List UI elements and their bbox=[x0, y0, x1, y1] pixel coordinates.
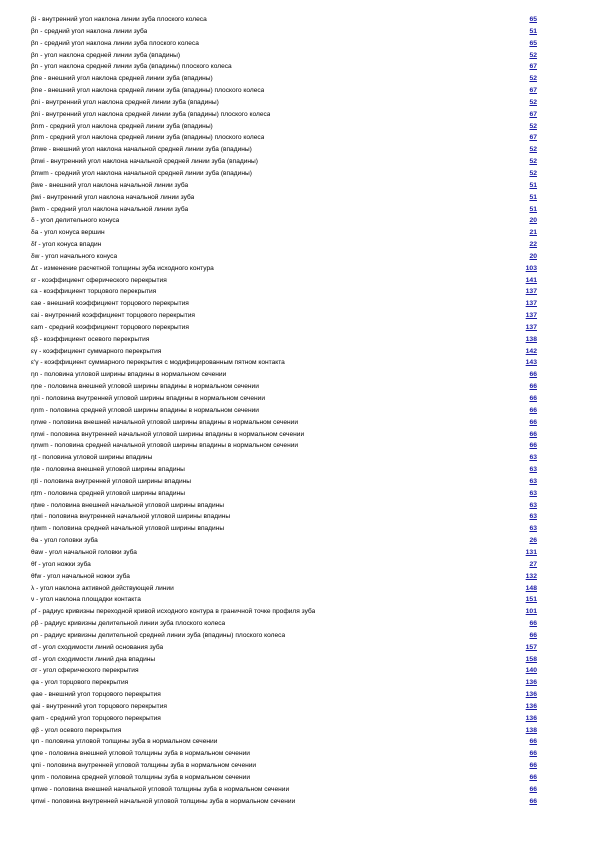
index-term: ηtwe - половина внешней начальной угловой ширины впадины bbox=[31, 501, 225, 509]
page-link[interactable]: 26 bbox=[529, 537, 537, 545]
page-link[interactable]: 137 bbox=[525, 323, 537, 331]
page-link[interactable]: 67 bbox=[529, 87, 537, 95]
page-link[interactable]: 20 bbox=[529, 252, 537, 260]
index-entry bbox=[31, 701, 537, 713]
page-link[interactable]: 136 bbox=[525, 714, 537, 722]
page-link[interactable]: 20 bbox=[529, 217, 537, 225]
index-term: βnwm - средний угол наклона начальной средней линии зуба (впадины) bbox=[31, 169, 252, 177]
index-entry bbox=[31, 85, 537, 97]
index-entry bbox=[31, 417, 537, 429]
index-list bbox=[31, 14, 537, 808]
index-term: ηnwm - половина средней начальной угловой ширины впадины в нормальном сечении bbox=[31, 442, 299, 450]
index-term: δw - угол начального конуса bbox=[31, 252, 118, 260]
index-term: φβ - угол осевого перекрытия bbox=[31, 726, 122, 734]
index-entry bbox=[31, 583, 537, 595]
index-term: φai - внутренний угол торцового перекрытия bbox=[31, 702, 167, 710]
index-term: δ - угол делительного конуса bbox=[31, 217, 120, 225]
index-term: φa - угол торцового перекрытия bbox=[31, 679, 129, 687]
index-term: βnm - средний угол наклона средней линии зуба (впадины) bbox=[31, 122, 213, 130]
index-entry bbox=[31, 227, 537, 239]
page-link[interactable]: 51 bbox=[529, 27, 537, 35]
index-entry bbox=[31, 547, 537, 559]
page-link[interactable]: 22 bbox=[529, 241, 537, 249]
index-entry bbox=[31, 144, 537, 156]
index-entry bbox=[31, 452, 537, 464]
index-term: εai - внутренний коэффициент торцового перекрытия bbox=[31, 312, 195, 320]
page-link[interactable]: 66 bbox=[529, 395, 537, 402]
page-link[interactable]: 67 bbox=[529, 63, 537, 71]
page-link[interactable]: 148 bbox=[525, 584, 537, 592]
index-term: βni - внутренний угол наклона средней линии зуба (впадины) плоского колеса bbox=[31, 110, 271, 118]
index-term: βne - внешний угол наклона средней линии зуба (впадины) bbox=[31, 75, 213, 83]
index-entry bbox=[31, 239, 537, 251]
page-link[interactable]: 67 bbox=[529, 110, 537, 118]
page-link[interactable]: 52 bbox=[529, 146, 537, 154]
page-link[interactable]: 101 bbox=[525, 608, 537, 616]
index-term: ηnm - половина средней угловой ширины впадины в нормальном сечении bbox=[31, 406, 259, 414]
index-entry bbox=[31, 286, 537, 298]
page-link[interactable]: 66 bbox=[529, 797, 537, 805]
page-link[interactable]: 51 bbox=[529, 205, 537, 213]
index-entry bbox=[31, 310, 537, 322]
index-entry bbox=[31, 275, 537, 287]
index-entry bbox=[31, 168, 537, 180]
index-entry bbox=[31, 14, 537, 26]
index-entry bbox=[31, 511, 537, 523]
page-link[interactable]: 63 bbox=[529, 489, 537, 497]
page-link[interactable]: 66 bbox=[529, 762, 537, 770]
index-entry bbox=[31, 488, 537, 500]
index-entry bbox=[31, 50, 537, 62]
index-term: φam - средний угол торцового перекрытия bbox=[31, 714, 161, 722]
page-link[interactable]: 66 bbox=[529, 371, 537, 379]
index-term: βwe - внешний угол наклона начальной линии зуба bbox=[31, 181, 189, 189]
index-term: βnm - средний угол наклона средней линии зуба (впадины) плоского колеса bbox=[31, 134, 265, 142]
index-entry bbox=[31, 97, 537, 109]
page-link[interactable]: 63 bbox=[529, 513, 537, 521]
index-entry bbox=[31, 381, 537, 393]
index-entry bbox=[31, 618, 537, 630]
index-term: ηtwm - половина средней начальной угловой ширины впадины bbox=[31, 525, 225, 533]
index-entry bbox=[31, 476, 537, 488]
page-link[interactable]: 52 bbox=[529, 169, 537, 177]
page-link[interactable]: 136 bbox=[525, 691, 537, 699]
index-term: ηn - половина угловой ширины впадины в нормальном сечении bbox=[31, 371, 227, 379]
page-link[interactable]: 158 bbox=[525, 655, 537, 663]
index-entry bbox=[31, 263, 537, 275]
page-link[interactable]: 141 bbox=[525, 276, 537, 284]
index-entry bbox=[31, 357, 537, 369]
index-term: εβ - коэффициент осевого перекрытия bbox=[31, 335, 150, 343]
index-term: βn - угол наклона средней линии зуба (впадины) плоского колеса bbox=[31, 63, 232, 71]
index-entry bbox=[31, 322, 537, 334]
index-entry bbox=[31, 393, 537, 405]
page-link[interactable]: 52 bbox=[529, 158, 537, 166]
index-entry bbox=[31, 796, 537, 808]
index-entry bbox=[31, 500, 537, 512]
index-term: Δτ - изменение расчетной толщины зуба исходного контура bbox=[31, 264, 214, 272]
page-link[interactable]: 138 bbox=[525, 335, 537, 343]
index-entry bbox=[31, 204, 537, 216]
page-link[interactable]: 132 bbox=[525, 572, 537, 580]
index-term: ψnwi - половина внутренней начальной угловой толщины зуба в нормальном сечении bbox=[31, 797, 296, 805]
page-link[interactable]: 157 bbox=[525, 643, 537, 651]
index-term: δa - угол конуса вершин bbox=[31, 229, 105, 237]
index-entry bbox=[31, 132, 537, 144]
page-link[interactable]: 66 bbox=[529, 620, 537, 628]
index-entry bbox=[31, 665, 537, 677]
page-link[interactable]: 66 bbox=[529, 383, 537, 391]
index-entry bbox=[31, 654, 537, 666]
index-entry bbox=[31, 523, 537, 535]
page-link[interactable]: 66 bbox=[529, 418, 537, 426]
page-link[interactable]: 143 bbox=[525, 359, 537, 367]
index-entry bbox=[31, 464, 537, 476]
index-entry bbox=[31, 630, 537, 642]
page-link[interactable]: 137 bbox=[525, 288, 537, 296]
index-entry bbox=[31, 535, 537, 547]
index-entry bbox=[31, 677, 537, 689]
index-entry bbox=[31, 73, 537, 85]
page-link[interactable]: 51 bbox=[529, 181, 537, 189]
index-entry bbox=[31, 559, 537, 571]
index-entry bbox=[31, 156, 537, 168]
index-term: εam - средний коэффициент торцового перекрытия bbox=[31, 323, 189, 331]
page-link[interactable]: 66 bbox=[529, 631, 537, 639]
index-entry bbox=[31, 369, 537, 381]
page-link[interactable]: 151 bbox=[525, 596, 537, 604]
page-link[interactable]: 137 bbox=[525, 300, 537, 308]
index-term: ηnwe - половина внешней начальной угловой ширины впадины в нормальном сечении bbox=[31, 418, 299, 426]
index-term: σr - угол сферического перекрытия bbox=[31, 667, 139, 675]
index-term: ψnwe - половина внешней начальной угловой толщины зуба в нормальном сечении bbox=[31, 785, 290, 793]
page-link[interactable]: 67 bbox=[529, 134, 537, 142]
index-entry bbox=[31, 346, 537, 358]
page-link[interactable]: 137 bbox=[525, 312, 537, 320]
index-term: ηne - половина внешней угловой ширины впадины в нормальном сечении bbox=[31, 383, 259, 391]
index-term: εa - коэффициент торцового перекрытия bbox=[31, 288, 157, 296]
page-link[interactable]: 63 bbox=[529, 466, 537, 474]
index-term: ρf - радиус кривизны переходной кривой исходного контура в граничной точке профиля зуба bbox=[31, 608, 316, 616]
index-entry bbox=[31, 38, 537, 50]
index-entry bbox=[31, 298, 537, 310]
index-term: σf - угол сходимости линий основания зуба bbox=[31, 643, 164, 651]
index-term: βnwe - внешний угол наклона начальной средней линии зуба (впадины) bbox=[31, 146, 252, 154]
index-term: ηni - половина внутренней угловой ширины впадины в нормальном сечении bbox=[31, 395, 266, 402]
index-term: θf - угол ножки зуба bbox=[31, 560, 91, 568]
index-term: ε'γ - коэффициент суммарного перекрытия с модифицированным пятном контакта bbox=[31, 359, 285, 367]
page-link[interactable]: 140 bbox=[525, 667, 537, 675]
index-entry bbox=[31, 760, 537, 772]
page-link[interactable]: 131 bbox=[525, 548, 537, 556]
index-term: εγ - коэффициент суммарного перекрытия bbox=[31, 347, 162, 355]
index-term: ψn - половина угловой толщины зуба в нормальном сечении bbox=[31, 738, 218, 746]
index-entry bbox=[31, 405, 537, 417]
index-term: ηt - половина угловой ширины впадины bbox=[31, 454, 153, 462]
index-term: ρn - радиус кривизны делительной средней линии зуба (впадины) плоского колеса bbox=[31, 631, 286, 639]
index-entry bbox=[31, 334, 537, 346]
index-entry bbox=[31, 121, 537, 133]
page-link[interactable]: 21 bbox=[529, 229, 537, 237]
index-entry bbox=[31, 748, 537, 760]
page-link[interactable]: 52 bbox=[529, 122, 537, 130]
index-term: ηtm - половина средней угловой ширины впадины bbox=[31, 489, 185, 497]
index-term: θfw - угол начальной ножки зуба bbox=[31, 572, 130, 580]
page-link[interactable]: 66 bbox=[529, 406, 537, 414]
index-term: δf - угол конуса впадин bbox=[31, 241, 102, 249]
index-entry bbox=[31, 713, 537, 725]
index-term: βwi - внутренний угол наклона начальной линии зуба bbox=[31, 193, 195, 201]
page-link[interactable]: 52 bbox=[529, 98, 537, 106]
index-term: εr - коэффициент сферического перекрытия bbox=[31, 276, 167, 284]
index-term: θa - угол головки зуба bbox=[31, 537, 98, 545]
page-link[interactable]: 142 bbox=[525, 347, 537, 355]
index-entry bbox=[31, 736, 537, 748]
page-link[interactable]: 103 bbox=[525, 264, 537, 272]
index-term: εae - внешний коэффициент торцового перекрытия bbox=[31, 300, 189, 308]
index-term: ηti - половина внутренней угловой ширины впадины bbox=[31, 477, 192, 485]
index-entry bbox=[31, 606, 537, 618]
page-link[interactable]: 52 bbox=[529, 75, 537, 83]
page-link[interactable]: 63 bbox=[529, 501, 537, 509]
page-link[interactable]: 66 bbox=[529, 750, 537, 758]
page-link[interactable]: 27 bbox=[529, 560, 537, 568]
page-link[interactable]: 66 bbox=[529, 738, 537, 746]
index-entry bbox=[31, 689, 537, 701]
index-term: ψni - половина внутренней угловой толщины зуба в нормальном сечении bbox=[31, 762, 257, 770]
index-term: βwm - средний угол наклона начальной линии зуба bbox=[31, 205, 189, 213]
index-term: ν - угол наклона площадки контакта bbox=[31, 596, 141, 604]
index-entry bbox=[31, 440, 537, 452]
index-term: φae - внешний угол торцового перекрытия bbox=[31, 691, 161, 699]
index-entry bbox=[31, 192, 537, 204]
index-term: θaw - угол начальной головки зуба bbox=[31, 548, 137, 556]
page-link[interactable]: 66 bbox=[529, 430, 537, 438]
index-term: βne - внешний угол наклона средней линии зуба (впадины) плоского колеса bbox=[31, 87, 265, 95]
index-entry bbox=[31, 571, 537, 583]
page-link[interactable]: 66 bbox=[529, 785, 537, 793]
page-link[interactable]: 63 bbox=[529, 525, 537, 533]
page-link[interactable]: 65 bbox=[529, 16, 537, 23]
index-entry bbox=[31, 429, 537, 441]
index-entry bbox=[31, 215, 537, 227]
index-entry bbox=[31, 251, 537, 263]
index-entry bbox=[31, 784, 537, 796]
index-term: λ - угол наклона активной действующей линии bbox=[31, 584, 174, 592]
index-term: βn - средний угол наклона линии зуба bbox=[31, 27, 148, 35]
index-entry bbox=[31, 594, 537, 606]
index-term: βnwi - внутренний угол наклона начальной средней линии зуба (впадины) bbox=[31, 158, 258, 166]
page-link[interactable]: 63 bbox=[529, 477, 537, 485]
page-link[interactable]: 66 bbox=[529, 442, 537, 450]
page-link[interactable]: 63 bbox=[529, 454, 537, 462]
page-link[interactable]: 136 bbox=[525, 702, 537, 710]
index-term: βni - внутренний угол наклона средней линии зуба (впадины) bbox=[31, 98, 219, 106]
index-term: ηnwi - половина внутренней начальной угловой ширины впадины в нормальном сечении bbox=[31, 430, 305, 438]
index-term: βn - средний угол наклона линии зуба плоского колеса bbox=[31, 39, 199, 47]
index-term: σf - угол сходимости линий дна впадины bbox=[31, 655, 156, 663]
index-term: βi - внутренний угол наклона линии зуба плоского колеса bbox=[31, 16, 207, 23]
index-term: ψne - половина внешней угловой толщины зуба в нормальном сечении bbox=[31, 750, 250, 758]
page-link[interactable]: 136 bbox=[525, 679, 537, 687]
page-link[interactable]: 52 bbox=[529, 51, 537, 59]
index-term: ηtwi - половина внутренней начальной угловой ширины впадины bbox=[31, 513, 231, 521]
page-link[interactable]: 138 bbox=[525, 726, 537, 734]
index-entry bbox=[31, 26, 537, 38]
index-entry bbox=[31, 642, 537, 654]
page-link[interactable]: 51 bbox=[529, 193, 537, 201]
page-link[interactable]: 66 bbox=[529, 774, 537, 781]
index-entry bbox=[31, 109, 537, 121]
index-term: βn - угол наклона средней линии зуба (впадины) bbox=[31, 51, 181, 59]
index-entry bbox=[31, 61, 537, 73]
index-entry bbox=[31, 772, 537, 784]
index-term: ψnm - половина средней угловой толщины зуба в нормальном сечении bbox=[31, 774, 251, 781]
index-entry bbox=[31, 725, 537, 737]
index-term: ηte - половина внешней угловой ширины впадины bbox=[31, 466, 185, 474]
index-term: ρβ - радиус кривизны делительной линии зуба плоского колеса bbox=[31, 620, 226, 628]
page-link[interactable]: 65 bbox=[529, 39, 537, 47]
index-entry bbox=[31, 180, 537, 192]
